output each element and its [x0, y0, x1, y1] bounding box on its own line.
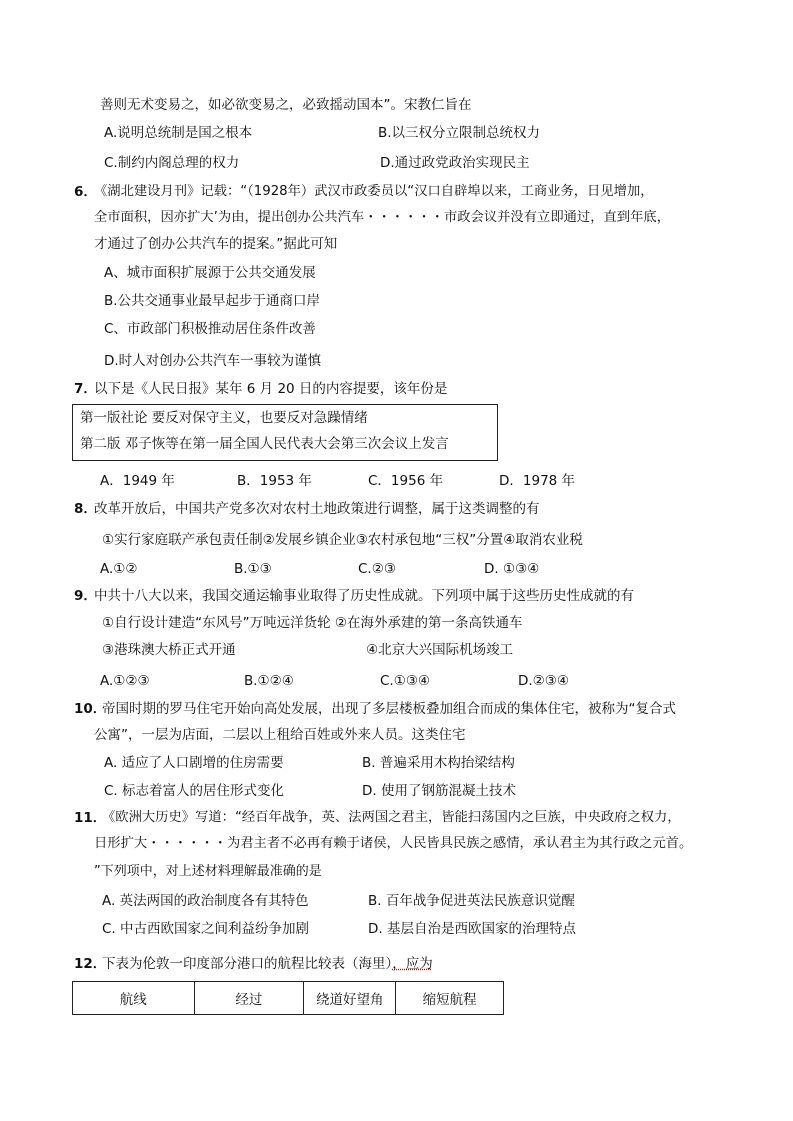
- q7-number: 7．: [74, 381, 97, 397]
- q7-box-line-2: 第二版 邓子恢等在第一届全国人民代表大会第三次会议上发言: [80, 436, 449, 452]
- q8-option-a: A.①②: [100, 561, 138, 577]
- q5-option-d: D.通过政党政治实现民主: [380, 155, 530, 171]
- q6-option-b: B.公共交通事业最早起步于通商口岸: [104, 293, 321, 309]
- table-header-cape-route: 绕道好望角: [304, 982, 396, 1015]
- q7-option-a: A．1949 年: [100, 473, 175, 489]
- q10-option-c: C. 标志着富人的居住形式变化: [104, 783, 285, 799]
- q10-number: 10．: [74, 701, 107, 717]
- q11-stem-line-1: 《欧洲大历史》写道：“经百年战争，英、法两国之君主，皆能扫荡国内之巨族，中央政府之权力，: [102, 810, 681, 825]
- q7-option-b: B．1953 年: [237, 473, 312, 489]
- q12-stem-tail: ，应为: [392, 956, 433, 972]
- q8-number: 8．: [74, 501, 97, 517]
- q10-option-d: D. 使用了钢筋混凝土技术: [362, 783, 516, 799]
- q10-option-b: B. 普遍采用木构抬梁结构: [362, 755, 515, 771]
- q11-number: 11．: [74, 810, 107, 826]
- q9-option-a: A.①②③: [100, 673, 150, 689]
- q6-stem-line-2: 全市面积，因亦扩大’为由，提出创办公共汽车・・・・・・市政会议并没有立即通过，直到年底，: [94, 210, 670, 225]
- q9-number: 9．: [74, 588, 97, 604]
- q11-stem-line-2: 日形扩大・・・・・・为君主者不必再有赖于诸侯，人民皆具民族之感情，承认君主为其行政之元首。: [94, 836, 693, 851]
- q9-option-d: D.②③④: [518, 673, 569, 689]
- q5-option-c: C.制约内阁总理的权力: [104, 155, 240, 171]
- q11-option-c: C. 中古西欧国家之间利益纷争加剧: [102, 921, 310, 937]
- q6-option-c: C、市政部门积极推动居住条件改善: [104, 321, 316, 337]
- q12-stem-main: 下表为伦敦一印度部分港口的航程比较表（海里）: [102, 956, 393, 972]
- q9-option-b: B.①②④: [244, 673, 294, 689]
- q9-option-c: C.①③④: [380, 673, 431, 689]
- q6-option-d: D.时人对创办公共汽车一事较为谨慎: [104, 353, 322, 369]
- q9-item-4: ④北京大兴国际机场竣工: [366, 642, 514, 658]
- q11-stem-line-3: ”下列项中，对上述材料理解最准确的是: [94, 864, 322, 879]
- q12-number: 12．: [74, 956, 107, 972]
- q7-stem: 以下是《人民日报》某年 6 月 20 日的内容提要，该年份是: [94, 381, 448, 397]
- q5-option-a: A.说明总统制是国之根本: [104, 125, 253, 141]
- q10-stem-line-1: 帝国时期的罗马住宅开始向高处发展，出现了多层楼板叠加组合而成的集体住宅，被称为“复合式: [102, 701, 676, 717]
- q7-option-d: D．1978 年: [499, 473, 576, 489]
- q9-item-3: ③港珠澳大桥正式开通: [102, 642, 236, 658]
- q9-stem: 中共十八大以来，我国交通运输事业取得了历史性成就。下列项中属于这些历史性成就的有: [94, 588, 634, 604]
- q11-option-a: A. 英法两国的政治制度各有其特色: [102, 893, 309, 909]
- table-header-route: 航线: [73, 982, 195, 1015]
- table-header-shortened: 缩短航程: [396, 982, 504, 1015]
- q6-number: 6．: [74, 184, 97, 200]
- q8-items: ①实行家庭联产承包责任制②发展乡镇企业③农村承包地“三权”分置④取消农业税: [102, 532, 583, 548]
- q11-option-b: B. 百年战争促进英法民族意识觉醒: [368, 893, 575, 909]
- q8-option-c: C.②③: [358, 561, 396, 577]
- table-header-row: [73, 982, 504, 1015]
- q6-stem-line-3: 才通过了创办公共汽车的提案。”据此可知: [94, 236, 338, 252]
- q8-stem: 改革开放后，中国共产党多次对农村土地政策进行调整，属于这类调整的有: [94, 501, 540, 517]
- q8-option-b: B.①③: [234, 561, 272, 577]
- q10-option-a: A. 适应了人口剧增的住房需要: [104, 755, 284, 771]
- q6-stem-line-1: 《湖北建设月刊》记载：“（1928年）武汉市政委员以“汉口自辟埠以来，工商业务，日见增加，: [94, 184, 654, 199]
- q7-box-line-1: 第一版社论 要反对保守主义，也要反对急躁情绪: [80, 410, 368, 426]
- q9-item-line-1: ①自行设计建造“东风号”万吨远洋货轮 ②在海外承建的第一条高铁通车: [102, 615, 523, 631]
- q6-option-a: A、城市面积扩展源于公共交通发展: [104, 265, 316, 281]
- q8-option-d: D. ①③④: [484, 561, 540, 577]
- q11-option-d: D. 基层自治是西欧国家的治理特点: [368, 921, 576, 937]
- q5-stem-tail: 善则无术变易之，如必欲变易之，必致摇动国本”。宋教仁旨在: [100, 97, 472, 113]
- q10-stem-line-2: 公寓”，一层为店面，二层以上租给百姓或外来人员。这类住宅: [94, 727, 466, 743]
- q12-stem: [102, 955, 433, 973]
- table-header-via: 经过: [194, 982, 304, 1015]
- q5-option-b: B.以三权分立限制总统权力: [378, 125, 541, 141]
- q7-option-c: C．1956 年: [368, 473, 444, 489]
- q7-summary-box: [72, 404, 498, 461]
- q12-voyage-table: [72, 981, 504, 1015]
